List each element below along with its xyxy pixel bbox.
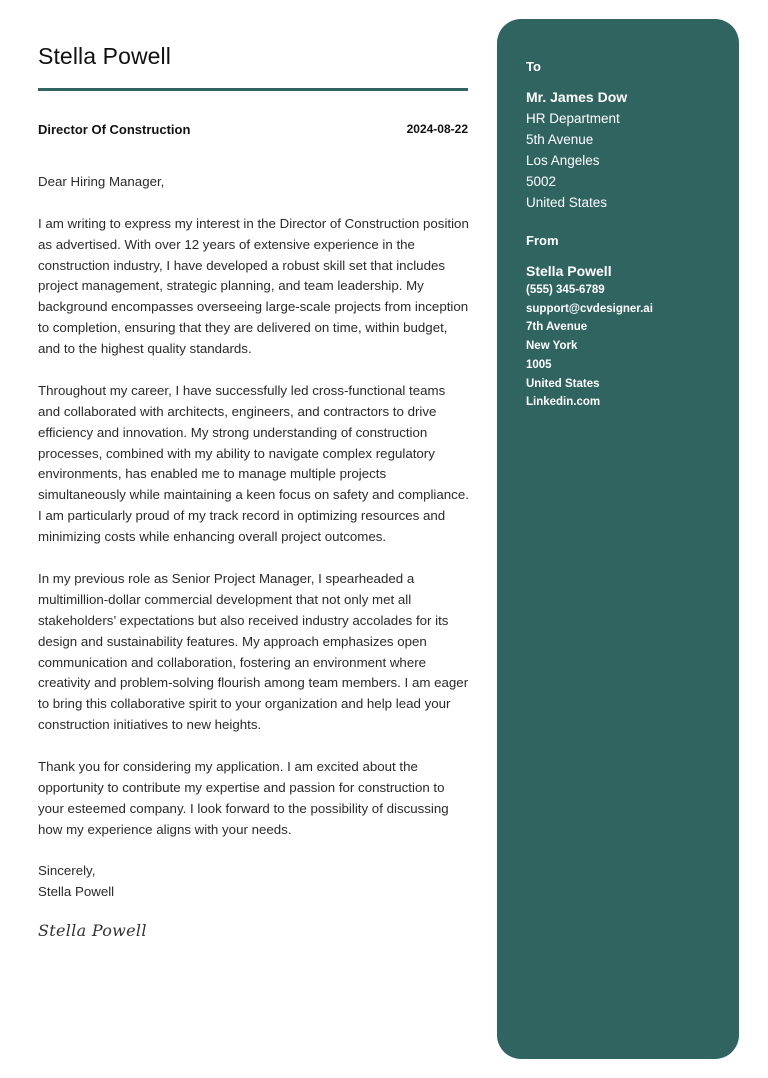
recipient-block bbox=[526, 87, 726, 213]
sender-city: New York bbox=[526, 340, 578, 353]
sender-zip: 1005 bbox=[526, 358, 552, 371]
sender-name: Stella Powell bbox=[38, 43, 171, 69]
sender-country: United States bbox=[526, 377, 600, 390]
letter-date: 2024-08-22 bbox=[406, 122, 468, 136]
paragraph-4: Thank you for considering my application. I am excited about the opportunity to contribute my expertise and passion for construction to your esteemed company. I look forward to the possibility of discussing how my experience aligns with your needs. bbox=[38, 758, 449, 837]
closing-salutation: Sincerely, bbox=[38, 863, 96, 879]
sender-contact-name: Stella Powell bbox=[526, 263, 612, 279]
closing-block bbox=[38, 861, 470, 903]
recipient-country: United States bbox=[526, 195, 608, 210]
recipient-zip: 5002 bbox=[526, 174, 557, 189]
recipient-department: HR Department bbox=[526, 111, 620, 126]
to-heading: To bbox=[526, 59, 541, 74]
greeting: Dear Hiring Manager, bbox=[38, 174, 165, 189]
contact-sidebar bbox=[497, 19, 739, 1059]
letter-main bbox=[38, 40, 469, 941]
sender-linkedin-link[interactable]: Linkedin.com bbox=[526, 396, 601, 409]
recipient-name: Mr. James Dow bbox=[526, 89, 628, 105]
sender-street: 7th Avenue bbox=[526, 321, 588, 334]
from-heading: From bbox=[526, 233, 559, 248]
letter-body bbox=[38, 172, 470, 942]
paragraph-2: Throughout my career, I have successfully led cross-functional teams and collaborated with architects, engineers, and contractors to drive efficiency and innovation. My strong understanding of construction processes, combined with my ability to navigate complex regulatory environments, has enabled me to manage multiple projects simultaneously while maintaining a keen focus on safety and compliance. I am particularly proud of my track record in optimizing resources and minimizing costs while enhancing overall project outcomes. bbox=[38, 382, 469, 545]
paragraph-3: In my previous role as Senior Project Manager, I spearheaded a multimillion-dollar commercial development that not only met all stakeholders’ expectations but also received industry accolades for its design and sustainability features. My approach emphasizes open communication and collaboration, fostering an environment where creativity and problem-solving flourish among team members. I am eager to bring this collaborative spirit to your organization and help lead your construction initiatives to new heights. bbox=[38, 570, 469, 733]
sender-email[interactable]: support@cvdesigner.ai bbox=[526, 302, 653, 315]
handwritten-signature: Stella Powell bbox=[38, 921, 147, 941]
sender-phone[interactable]: (555) 345-6789 bbox=[526, 284, 605, 296]
sidebar-content bbox=[526, 57, 726, 412]
recipient-street: 5th Avenue bbox=[526, 132, 594, 147]
meta-row bbox=[38, 122, 468, 142]
header-divider bbox=[38, 88, 468, 91]
closing-name: Stella Powell bbox=[38, 884, 115, 900]
job-title: Director Of Construction bbox=[38, 122, 191, 137]
paragraph-1: I am writing to express my interest in the Director of Construction position as advertised. With over 12 years of extensive experience in the construction industry, I have developed a robust skill set that includes project management, strategic planning, and team leadership. My background encompasses overseeing large-scale projects from inception to completion, ensuring that they are delivered on time, within budget, and to the highest quality standards. bbox=[38, 215, 469, 357]
sender-block bbox=[526, 261, 726, 412]
recipient-city: Los Angeles bbox=[526, 153, 600, 168]
